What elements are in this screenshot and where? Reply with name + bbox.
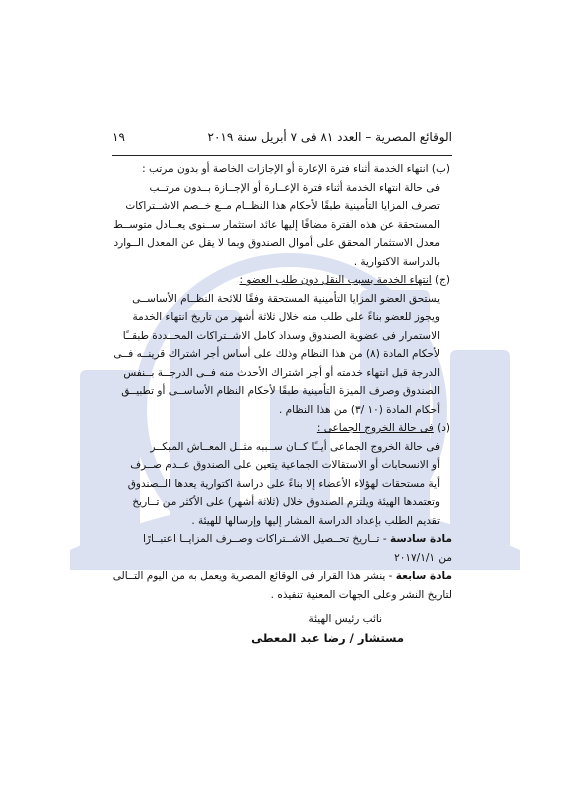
article-7-text: - ينشر هذا القرار فى الوقائع المصرية ويعمل به من اليوم التــالى <box>112 570 396 582</box>
section-c-line: يستحق العضو المزايا التأمينية المستحقة وفقًا للائحة النظــام الأساســى <box>132 292 440 305</box>
signature-role: نائب رئيس الهيئة <box>308 613 382 625</box>
section-d-title: فى حالة الخروج الجماعى : <box>316 422 434 434</box>
article-6 <box>112 530 452 549</box>
article-7 <box>112 567 452 586</box>
article-6-title: مادة سادسة <box>389 533 452 545</box>
article-6-text: - تــاريخ تحــصيل الاشــتراكات وصــرف المزايــا اعتبــارًا <box>143 533 390 545</box>
section-c-heading <box>112 271 452 290</box>
section-d-label: (د) <box>437 422 450 434</box>
section-d-heading <box>112 419 452 438</box>
section-b-line: تصرف المزايا التأمينية طبقًا لأحكام هذا النظــام مــع خــصم الاشــتراكات <box>125 200 440 212</box>
section-d-line: تقديم الطلب بإعداد الدراسة المشار إليها وإرسالها للهيئة . <box>191 514 440 527</box>
section-b-line: فى حالة انتهاء الخدمة أثناء فترة الإعــارة أو الإجــازة بــدون مرتــب <box>149 181 440 194</box>
section-b-line: المستحقة عن هذه الفترة مضافًا إليها عائد استثمار ســنوى يعــادل متوســط <box>113 218 440 231</box>
section-d-line: أية مستحقات لهؤلاء الأعضاء إلا بناءً على دراسة اكتوارية يعدها الــصندوق <box>127 477 440 490</box>
article-7-title: مادة سابعة <box>395 570 452 582</box>
section-c-title: انتهاء الخدمة بسبب النقل دون طلب العضو : <box>239 274 432 286</box>
section-c-line: الصندوق وصرف الميزة التأمينية طبقًا لأحكام النظام الأساســى أو تطبيــق <box>121 385 440 397</box>
section-c-line: الاستمرار فى عضوية الصندوق وسداد كامل الاشــتراكات المحــددة طبقــًا <box>122 329 440 342</box>
section-c-line: ويجوز للعضو بناءً على طلب منه خلال ثلاثة أشهر من تاريخ انتهاء الخدمة <box>132 311 440 323</box>
document-body <box>112 160 452 647</box>
section-b-title: انتهاء الخدمة أثناء فترة الإعارة أو الإجازات الخاصة أو بدون مرتب : <box>142 163 429 175</box>
section-d-line: فى حالة الخروج الجماعى أيــًا كــان ســببه مثــل المعــاش المبكــر <box>150 440 440 453</box>
section-b-line: بالدراسة الاكتوارية . <box>353 255 440 268</box>
signature-block <box>112 610 452 647</box>
section-c-line: لأحكام المادة (٨) من هذا النظام وذلك على أساس أجر اشتراك قرينــه فــى <box>113 348 440 360</box>
section-b-label: (ب) <box>431 163 450 175</box>
section-b-heading <box>112 160 452 179</box>
section-c-label: (ج) <box>435 274 450 286</box>
section-c-line: أحكام المادة (١٠ /٣) من هذا النظام . <box>278 403 440 416</box>
article-7-continuation: لتاريخ النشر وعلى الجهات المعنية تنفيذه . <box>270 588 452 601</box>
signature-name: مستشار / رضا عبد المعطى <box>251 630 404 645</box>
section-c-line: الدرجة قبل انتهاء خدمته أو أجر اشتراك الأحدث منه فــى الدرجــة بــنفس <box>123 366 440 379</box>
header-divider <box>112 155 452 156</box>
page-header <box>112 128 452 152</box>
header-title: الوقائع المصرية – العدد ٨١ فى ٧ أبريل سنة ٢٠١٩ <box>207 130 452 144</box>
article-6-date: من ٢٠١٧/١/١ <box>394 551 452 564</box>
section-b-line: معدل الاستثمار المحقق على أموال الصندوق وبما لا يقل عن المعدل الــوارد <box>113 237 440 249</box>
section-d-line: أو الانسحابات أو الاستقالات الجماعية يتعين على الصندوق عــدم صــرف <box>130 459 440 471</box>
page-number: ١٩ <box>112 130 125 144</box>
section-d-line: وتعتمدها الهيئة ويلتزم الصندوق خلال (ثلاثة أشهر) على الأكثر من تــاريخ <box>132 496 440 508</box>
